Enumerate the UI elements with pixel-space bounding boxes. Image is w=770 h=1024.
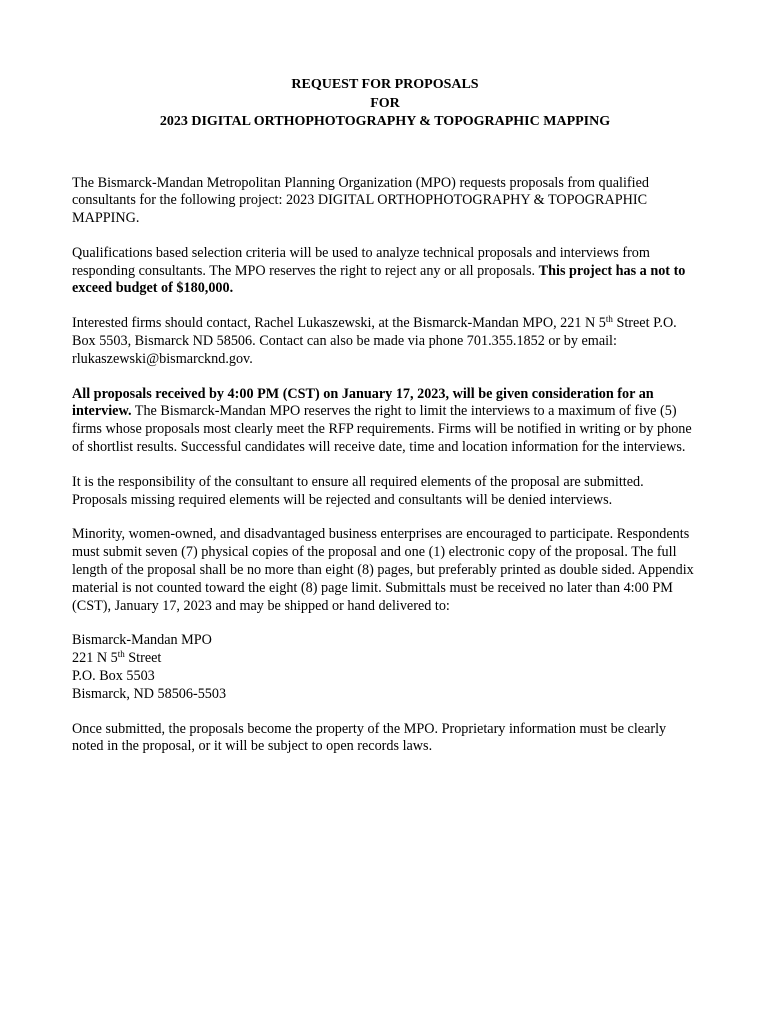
contact-ordinal-suffix: th — [605, 314, 613, 325]
address-street-number: 221 N 5 — [72, 650, 118, 667]
address-city: Bismarck, ND 58506-5503 — [72, 685, 227, 702]
selection-criteria-text: Qualifications based selection criteria will be used to analyze technical proposals and interviews from responding consultants. The MPO reserves the right to reject any or all proposals. — [72, 244, 650, 279]
contact-text-start: Interested firms should contact, Rachel Lukaszewski, at the Bismarck-Mandan MPO, 221 N 5 — [72, 315, 606, 332]
intro-paragraph: The Bismarck-Mandan Metropolitan Planning Organization (MPO) requests proposals from qualified consultants for the following project: 2023 DIGITAL ORTHOPHOTOGRAPHY & TOPOGRAPHIC MAPPING. — [72, 174, 649, 227]
deadline-paragraph — [72, 386, 698, 457]
property-paragraph: Once submitted, the proposals become the property of the MPO. Proprietary information must be clearly noted in the proposal, or it will be subject to open records laws. — [72, 720, 667, 755]
address-street-name: Street — [124, 650, 162, 667]
contact-text-end: Street P.O. Box 5503, Bismarck ND 58506. Contact can also be made via phone 701.355.1852 or by email: rlukaszewski@bismarcknd.gov. — [72, 315, 677, 367]
title-line-1: REQUEST FOR PROPOSALS — [291, 77, 479, 92]
address-name: Bismarck-Mandan MPO — [72, 632, 212, 649]
address-ordinal-suffix: th — [117, 649, 125, 660]
budget-statement: This project has a not to exceed budget of $180,000. — [72, 262, 686, 297]
submission-paragraph: Minority, women-owned, and disadvantaged business enterprises are encouraged to participate. Respondents must submit seven (7) physical copies of the proposal and one (1) electronic copy of the proposal. The full length of the proposal shall be no more than eight (8) pages, but preferably printed as double sided. Appendix material is not counted toward the eight (8) page limit. Submittals must be received no later than 4:00 PM (CST), January 17, 2023 and may be shipped or hand delivered to: — [72, 526, 694, 614]
document-page — [72, 76, 698, 773]
document-title — [72, 76, 698, 132]
interview-text: The Bismarck-Mandan MPO reserves the right to limit the interviews to a maximum of five (5) firms whose proposals most clearly meet the RFP requirements. Firms will be notified in writing or by phone of shortlist results. Successful candidates will receive date, time and location information for the interviews. — [72, 403, 692, 456]
responsibility-paragraph: It is the responsibility of the consultant to ensure all required elements of the proposal are submitted. Proposals missing required elements will be rejected and consultants will be denied interviews. — [72, 473, 644, 508]
deadline-statement: All proposals received by 4:00 PM (CST) on January 17, 2023, will be given consideration for an interview. — [72, 385, 654, 420]
mailing-address — [72, 632, 698, 703]
contact-paragraph — [72, 315, 698, 368]
selection-criteria-paragraph — [72, 245, 698, 298]
title-line-2: FOR — [370, 95, 400, 111]
address-po-box: P.O. Box 5503 — [72, 668, 155, 685]
title-line-3: 2023 DIGITAL ORTHOPHOTOGRAPHY & TOPOGRAPHIC MAPPING — [159, 114, 611, 129]
address-street — [72, 650, 698, 668]
